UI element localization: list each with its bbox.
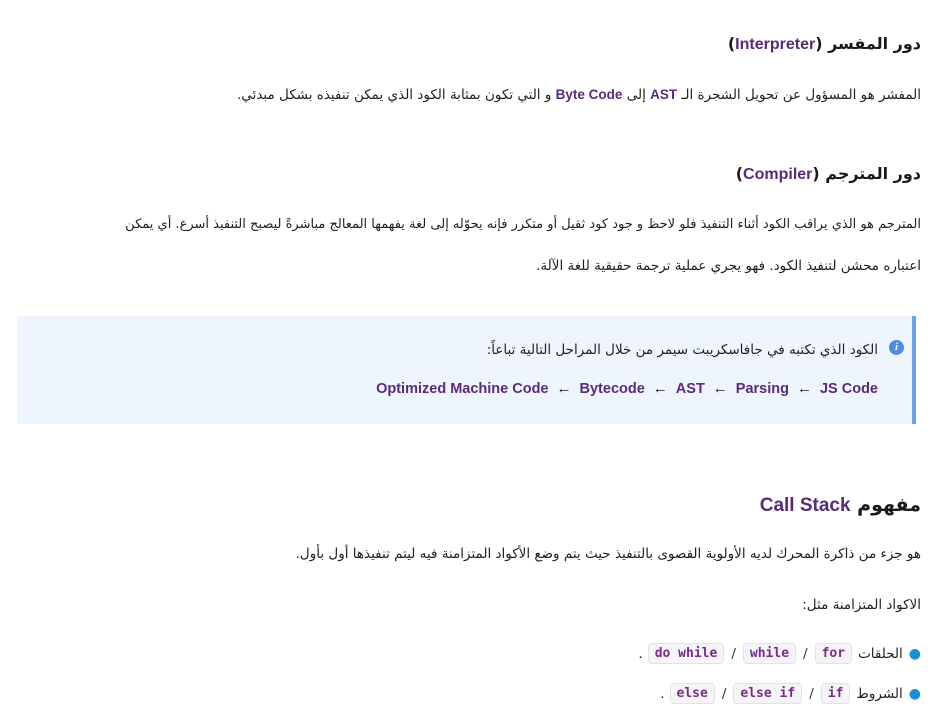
separator: / (721, 685, 727, 702)
interpreter-para-part2: إلى (622, 87, 651, 103)
code-else-if: else if (733, 683, 802, 704)
separator: / (809, 685, 814, 702)
list-item-label: الحلقات (858, 645, 903, 662)
compiler-heading-term: Compiler (743, 166, 813, 183)
pipeline-arrow-icon: ← (712, 380, 728, 397)
separator: / (731, 645, 736, 662)
interpreter-heading-suffix: ) (727, 34, 736, 53)
compiler-heading (18, 164, 921, 184)
code-while: while (743, 643, 796, 664)
interpreter-paragraph (18, 87, 921, 103)
compiler-paragraph-line2: اعتباره محشن لتنفيذ الكود. فهو يجري عملية ترجمة حقيقية للغة الآلة. (536, 258, 921, 274)
info-callout (17, 316, 916, 424)
list-item-loops (18, 643, 921, 664)
interpreter-heading-prefix: دور المفسر ( (815, 34, 921, 53)
call-stack-paragraph: هو جزء من ذاكرة المحرك لديه الأولوية القصوى بالتنفيذ حيث يتم وضع الأكواد المتزامنة فيه ليتم تنفيذها أول بأول. (295, 546, 921, 562)
list-item-end: . (638, 645, 643, 662)
compiler-heading-prefix: دور المترجم ( (812, 164, 921, 183)
separator: / (803, 645, 808, 662)
compiler-heading-suffix: ) (735, 164, 744, 183)
pipeline-arrow-icon: ← (652, 380, 668, 397)
info-icon: i (889, 340, 904, 355)
pipeline-arrow-icon: ← (556, 380, 572, 397)
pipeline-stage-optimized-machine-code: Optimized Machine Code (376, 380, 549, 397)
interpreter-para-term-bytecode: Byte Code (555, 87, 623, 102)
pipeline-stage-bytecode: Bytecode (579, 380, 645, 397)
interpreter-heading (18, 34, 921, 54)
bullet-icon: ● (908, 685, 921, 702)
code-else: else (670, 683, 715, 704)
pipeline-stage-ast: AST (675, 380, 705, 397)
interpreter-para-part3: و التي تكون بمثابة الكود الذي يمكن تنفيذه بشكل مبدئي. (237, 87, 556, 103)
list-item-label: الشروط (856, 685, 903, 702)
list-item-end: . (660, 685, 665, 702)
pipeline-flow (376, 380, 878, 397)
code-for: for (815, 643, 852, 664)
pipeline-stage-parsing: Parsing (735, 380, 789, 397)
call-stack-heading-prefix: مفهوم (850, 494, 921, 516)
code-if: if (821, 683, 851, 704)
callout-text: الكود الذي تكتبه في جافاسكريبت سيمر من خلال المراحل التالية تباعاً: (486, 342, 878, 358)
call-stack-heading-term: Call Stack (759, 495, 851, 516)
interpreter-heading-term: Interpreter (735, 36, 816, 53)
interpreter-para-term-ast: AST (650, 87, 678, 102)
compiler-paragraph-line1: المترجم هو الذي يراقب الكود أثناء التنفيذ فلو لاحظ و جود كود ثقيل أو متكرر فإنه يحوّله إلى لغة يفهمها المعالج مباشرةً ليصبح التنفيذ أسرع. أي يمكن (125, 217, 921, 232)
pipeline-arrow-icon: ← (796, 380, 812, 397)
sync-examples-intro: الاكواد المتزامنة مثل: (802, 597, 921, 613)
list-item-conditions (18, 683, 921, 704)
interpreter-para-part1: المفشر هو المسؤول عن تحويل الشجرة الـ (677, 87, 921, 103)
code-do-while: do while (648, 643, 725, 664)
call-stack-heading (18, 494, 921, 517)
bullet-icon: ● (908, 645, 921, 662)
pipeline-stage-js-code: JS Code (819, 380, 878, 397)
